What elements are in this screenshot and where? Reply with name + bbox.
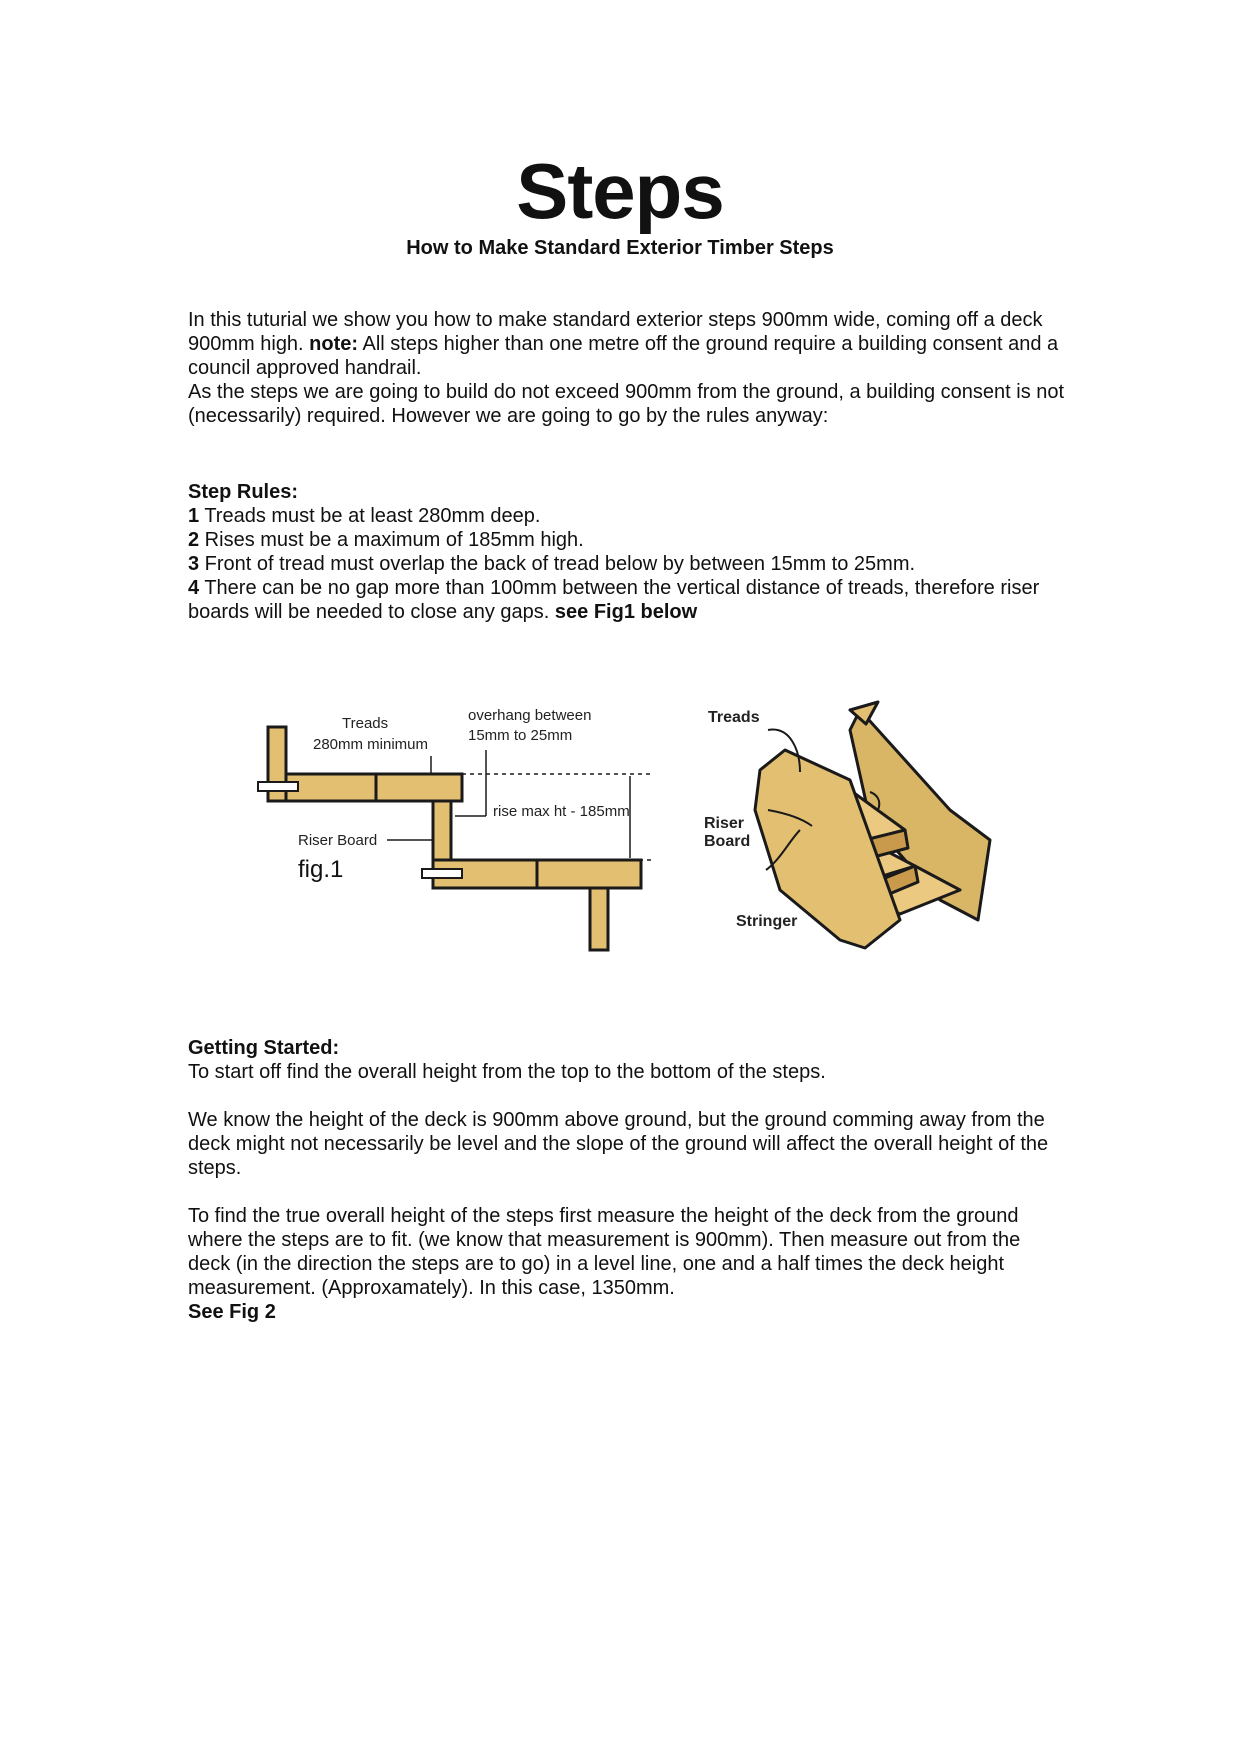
fig1-label-rise: rise max ht - 185mm bbox=[493, 803, 630, 820]
fig1-stair-illustration bbox=[700, 690, 1000, 960]
rule-item-4: 4 There can be no gap more than 100mm between the vertical distance of treads, therefore riser boards will be needed to close any gaps. see Fig1 below bbox=[188, 577, 1040, 623]
page-subtitle: How to Make Standard Exterior Timber Steps bbox=[406, 237, 834, 259]
getting-started-paragraph-1: To start off find the overall height from the top to the bottom of the steps. bbox=[188, 1061, 826, 1083]
getting-started-section bbox=[188, 1036, 1068, 1324]
fig1b-label-riser-1: Riser bbox=[704, 815, 745, 832]
see-fig2-link: See Fig 2 bbox=[188, 1301, 276, 1323]
intro-paragraph-1: In this tuturial we show you how to make standard exterior steps 900mm wide, coming off a deck 900mm high. note: All steps higher than one metre off the ground require a building consent and a council approved handrail. bbox=[188, 309, 1059, 379]
getting-started-paragraph-2: We know the height of the deck is 900mm above ground, but the ground comming away from the deck might not necessarily be level and the slope of the ground will affect the overall height of the steps. bbox=[188, 1109, 1049, 1179]
note-label: note: bbox=[309, 333, 359, 355]
intro-section bbox=[188, 308, 1068, 428]
fig1b-label-stringer: Stringer bbox=[736, 913, 798, 930]
fig1-label-min: 280mm minimum bbox=[313, 736, 429, 753]
getting-started-heading: Getting Started: bbox=[188, 1037, 340, 1059]
step-rules-section bbox=[188, 480, 1068, 624]
fig1-label-treads: Treads bbox=[342, 715, 389, 732]
rule-item-3: 3 Front of tread must overlap the back of tread below by between 15mm to 25mm. bbox=[188, 553, 916, 575]
lower-bolt-shape bbox=[422, 869, 462, 878]
fig1-label-riser: Riser Board bbox=[298, 832, 378, 849]
upper-tread-shape bbox=[376, 774, 462, 801]
fig1b-label-treads: Treads bbox=[708, 709, 760, 726]
see-fig1-link: see Fig1 below bbox=[554, 601, 698, 623]
lower-tread-right-shape bbox=[537, 860, 641, 888]
stringer-post-shape bbox=[590, 888, 608, 950]
getting-started-paragraph-3: To find the true overall height of the steps first measure the height of the deck from the ground where the steps are to fit. (we know that measurement is 900mm). Then measure out from the deck (in the direction the steps are to go) in a level line, one and a half times the deck height measurement. (Approxamately). In this case, 1350mm. bbox=[188, 1205, 1021, 1299]
page-title: Steps bbox=[516, 147, 724, 235]
deck-board-shape bbox=[286, 774, 386, 801]
fig1-label-overhang-1: overhang between bbox=[468, 707, 592, 724]
fig1-step-section-diagram bbox=[250, 700, 670, 960]
intro-paragraph-2: As the steps we are going to build do not exceed 900mm from the ground, a building consent is not (necessarily) required. However we are going to go by the rules anyway: bbox=[188, 381, 1065, 427]
rule-item-2: 2 Rises must be a maximum of 185mm high. bbox=[188, 529, 584, 551]
upper-bolt-shape bbox=[258, 782, 298, 791]
fig1b-label-riser-2: Board bbox=[704, 833, 751, 850]
fig1-label-overhang-2: 15mm to 25mm bbox=[468, 727, 573, 744]
rule-item-1: 1 Treads must be at least 280mm deep. bbox=[188, 505, 541, 527]
fig1-label-fig: fig.1 bbox=[298, 856, 344, 883]
step-rules-heading: Step Rules: bbox=[188, 481, 299, 503]
